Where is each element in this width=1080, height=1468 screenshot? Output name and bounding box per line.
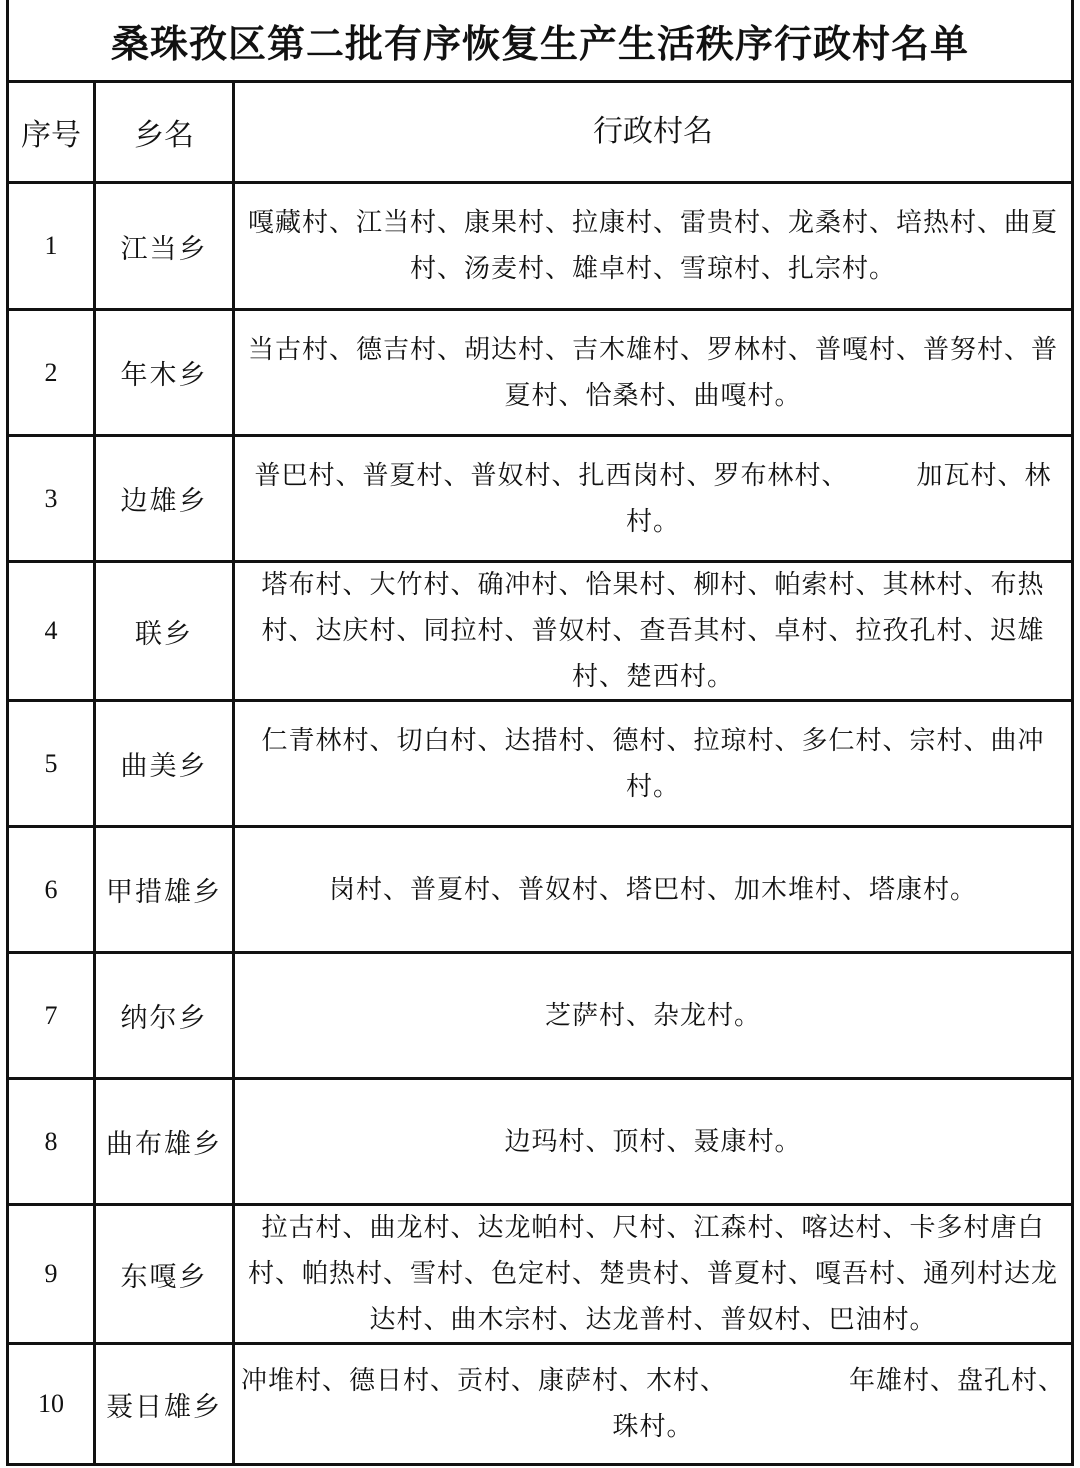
row-serial-number: 10 <box>9 1345 96 1463</box>
table-header-row <box>9 83 1071 184</box>
village-list-text: 嘎藏村、江当村、康果村、拉康村、雷贵村、龙桑村、培热村、曲夏村、汤麦村、雄卓村、雪琼村、扎宗村。 <box>247 208 1058 284</box>
row-village-list <box>235 954 1071 1077</box>
table-row <box>9 1345 1071 1463</box>
village-list-text: 普巴村、普夏村、普奴村、扎西岗村、罗布林村、 加瓦村、林村。 <box>254 460 1052 537</box>
table-row <box>9 311 1071 437</box>
row-serial-number: 4 <box>9 563 96 699</box>
row-village-list <box>235 437 1071 560</box>
row-village-list <box>235 828 1071 951</box>
row-serial-number: 1 <box>9 184 96 308</box>
row-village-list <box>235 563 1071 699</box>
row-township-name: 东嘎乡 <box>96 1206 235 1342</box>
row-village-list <box>235 1345 1071 1463</box>
row-village-list <box>235 184 1071 308</box>
table-row <box>9 563 1071 702</box>
row-township-name: 年木乡 <box>96 311 235 434</box>
village-list-text: 拉古村、曲龙村、达龙帕村、尺村、江森村、喀达村、卡多村唐白村、帕热村、雪村、色定村、楚贵村、普夏村、嘎吾村、通列村达龙达村、曲木宗村、达龙普村、普奴村、巴油村。 <box>247 1213 1058 1335</box>
table-row <box>9 1206 1071 1345</box>
table-row <box>9 184 1071 311</box>
row-township-name: 曲美乡 <box>96 702 235 825</box>
row-village-list <box>235 1206 1071 1342</box>
village-list-text: 当古村、德吉村、胡达村、吉木雄村、罗林村、普嘎村、普努村、普夏村、恰桑村、曲嘎村。 <box>247 334 1058 411</box>
table-row <box>9 702 1071 828</box>
row-village-list <box>235 702 1071 825</box>
row-village-list <box>235 311 1071 434</box>
row-serial-number: 3 <box>9 437 96 560</box>
row-township-name: 联乡 <box>96 563 235 699</box>
row-township-name: 聂日雄乡 <box>96 1345 235 1463</box>
village-list-text: 塔布村、大竹村、确冲村、恰果村、柳村、帕索村、其林村、布热村、达庆村、同拉村、普奴村、查吾其村、卓村、拉孜孔村、迟雄村、楚西村。 <box>261 570 1045 692</box>
header-serial-number: 序号 <box>9 83 96 181</box>
village-list-text: 芝萨村、杂龙村。 <box>544 1000 761 1031</box>
village-list-text: 仁青林村、切白村、达措村、德村、拉琼村、多仁村、宗村、曲冲村。 <box>261 725 1045 802</box>
row-township-name: 甲措雄乡 <box>96 828 235 951</box>
row-serial-number: 5 <box>9 702 96 825</box>
table-row <box>9 1080 1071 1206</box>
village-list-document <box>6 0 1074 1466</box>
village-list-text: 岗村、普夏村、普奴村、塔巴村、加木堆村、塔康村。 <box>328 874 977 905</box>
village-list-text: 冲堆村、德日村、贡村、康萨村、木村、 年雄村、盘孔村、珠村。 <box>241 1366 1066 1442</box>
row-serial-number: 8 <box>9 1080 96 1203</box>
row-serial-number: 2 <box>9 311 96 434</box>
village-list-text: 边玛村、顶村、聂康村。 <box>504 1126 802 1157</box>
table-row <box>9 954 1071 1080</box>
row-township-name: 边雄乡 <box>96 437 235 560</box>
row-township-name: 江当乡 <box>96 184 235 308</box>
row-village-list <box>235 1080 1071 1203</box>
row-serial-number: 9 <box>9 1206 96 1342</box>
row-township-name: 曲布雄乡 <box>96 1080 235 1203</box>
header-township-name: 乡名 <box>96 83 235 181</box>
table-row <box>9 437 1071 563</box>
header-village-names: 行政村名 <box>593 114 713 149</box>
row-township-name: 纳尔乡 <box>96 954 235 1077</box>
row-serial-number: 7 <box>9 954 96 1077</box>
document-title: 桑珠孜区第二批有序恢复生产生活秩序行政村名单 <box>9 0 1071 83</box>
row-serial-number: 6 <box>9 828 96 951</box>
table-row <box>9 828 1071 954</box>
